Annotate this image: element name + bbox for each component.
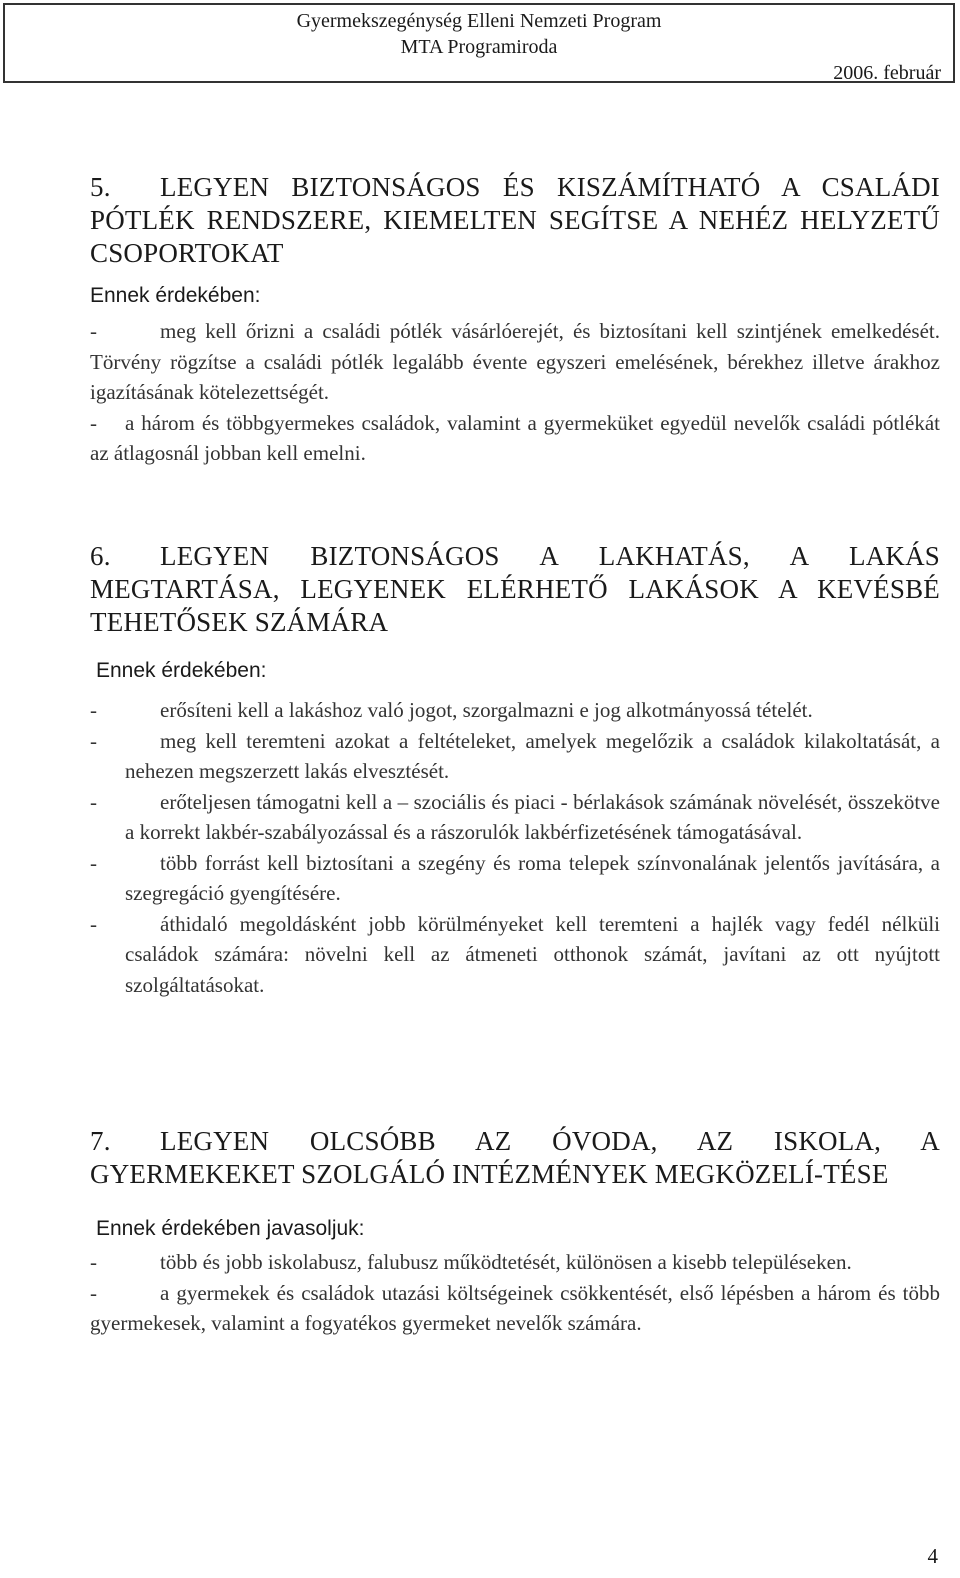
bullet-dash: - [90,410,97,435]
section-5-item [90,408,940,469]
section-6-title: LEGYEN BIZTONSÁGOS A LAKHATÁS, A LAKÁS MEGTARTÁSA, LEGYENEK ELÉRHETŐ LAKÁSOK A KEVÉSBÉ TEHETŐSEK SZÁMÁRA [90,541,940,637]
section-7-item-text: a gyermekek és családok utazási költségeinek csökkentését, első lépésben a három és több gyermekesek, valamint a fogyatékos gyermeket nevelők számára. [90,1280,940,1335]
section-5-item [90,316,940,408]
section-6-subheading: Ennek érdekében: [96,659,267,682]
bullet-dash: - [90,319,97,343]
section-7 [90,1125,940,1339]
header-date: 2006. február [833,62,941,84]
section-6-item [90,787,940,848]
section-6-item-text: erősíteni kell a lakáshoz való jogot, szorgalmazni e jog alkotmányossá tételét. [160,698,813,722]
section-6-number: 6. [90,541,111,571]
page-header [3,3,955,83]
section-6-item-text: több forrást kell biztosítani a szegény és roma telepek színvonalának jelentős javítására, a szegregáció gyengítésére. [125,850,940,905]
section-5-heading [90,171,940,270]
bullet-dash: - [90,1250,97,1274]
section-5-item-text: a három és többgyermekes családok, valamint a gyermeküket egyedül nevelők családi pótlékát az átlagosnál jobban kell emelni. [90,410,940,465]
bullet-dash: - [90,789,97,814]
section-7-item-text: több és jobb iskolabusz, falubusz működtetését, különösen a kisebb településeken. [160,1250,852,1274]
page-number: 4 [927,1544,938,1568]
section-7-title: LEGYEN OLCSÓBB AZ ÓVODA, AZ ISKOLA, A GYERMEKEKET SZOLGÁLÓ INTÉZMÉNYEK MEGKÖZELÍ-TÉSE [90,1126,940,1189]
section-6-item [90,726,940,787]
section-6-item-text: meg kell teremteni azokat a feltételeket, amelyek megelőzik a családok kilakoltatását, a nehezen megszerzett lakás elvesztését. [125,728,940,783]
section-6-item [90,848,940,909]
section-7-item [90,1278,940,1339]
section-5 [90,171,940,469]
bullet-dash: - [90,850,97,875]
header-program-title: Gyermekszegénység Elleni Nemzeti Program [296,10,662,32]
section-5-item-text: meg kell őrizni a családi pótlék vásárlóerejét, és biztosítani kell szintjének emelkedését. Törvény rögzítse a családi pótlék legalább évente egyszeri emelésének, bérekhez illetve árakhoz igazításának kötelezettségét. [90,319,940,404]
section-6-item [90,695,940,726]
bullet-dash: - [90,728,97,753]
bullet-dash: - [90,911,97,936]
section-6-item-text: erőteljesen támogatni kell a – szociális és piaci - bérlakások számának növelését, összekötve a korrekt lakbér-szabályozással és a rászorulók lakbérfizetésének támogatásával. [125,789,940,844]
section-7-subheading: Ennek érdekében javasoljuk: [96,1217,365,1240]
section-7-heading [90,1125,940,1191]
header-office: MTA Programiroda [400,36,558,58]
section-7-number: 7. [90,1126,111,1156]
bullet-dash: - [90,698,97,722]
section-6-item [90,909,940,1001]
section-5-title: LEGYEN BIZTONSÁGOS ÉS KISZÁMÍTHATÓ A CSALÁDI PÓTLÉK RENDSZERE, KIEMELTEN SEGÍTSE A NEHÉZ HELYZETŰ CSOPORTOKAT [90,172,940,268]
section-6 [90,540,940,1000]
bullet-dash: - [90,1280,97,1305]
section-6-heading [90,540,940,639]
section-5-number: 5. [90,172,111,202]
section-5-subheading: Ennek érdekében: [90,284,261,307]
section-6-item-text: áthidaló megoldásként jobb körülményeket kell teremteni a hajlék vagy fedél nélküli családok számára: növelni kell az átmeneti otthonok számát, javítani az ott nyújtott szolgáltatásokat. [125,911,940,997]
section-7-item [90,1247,940,1278]
